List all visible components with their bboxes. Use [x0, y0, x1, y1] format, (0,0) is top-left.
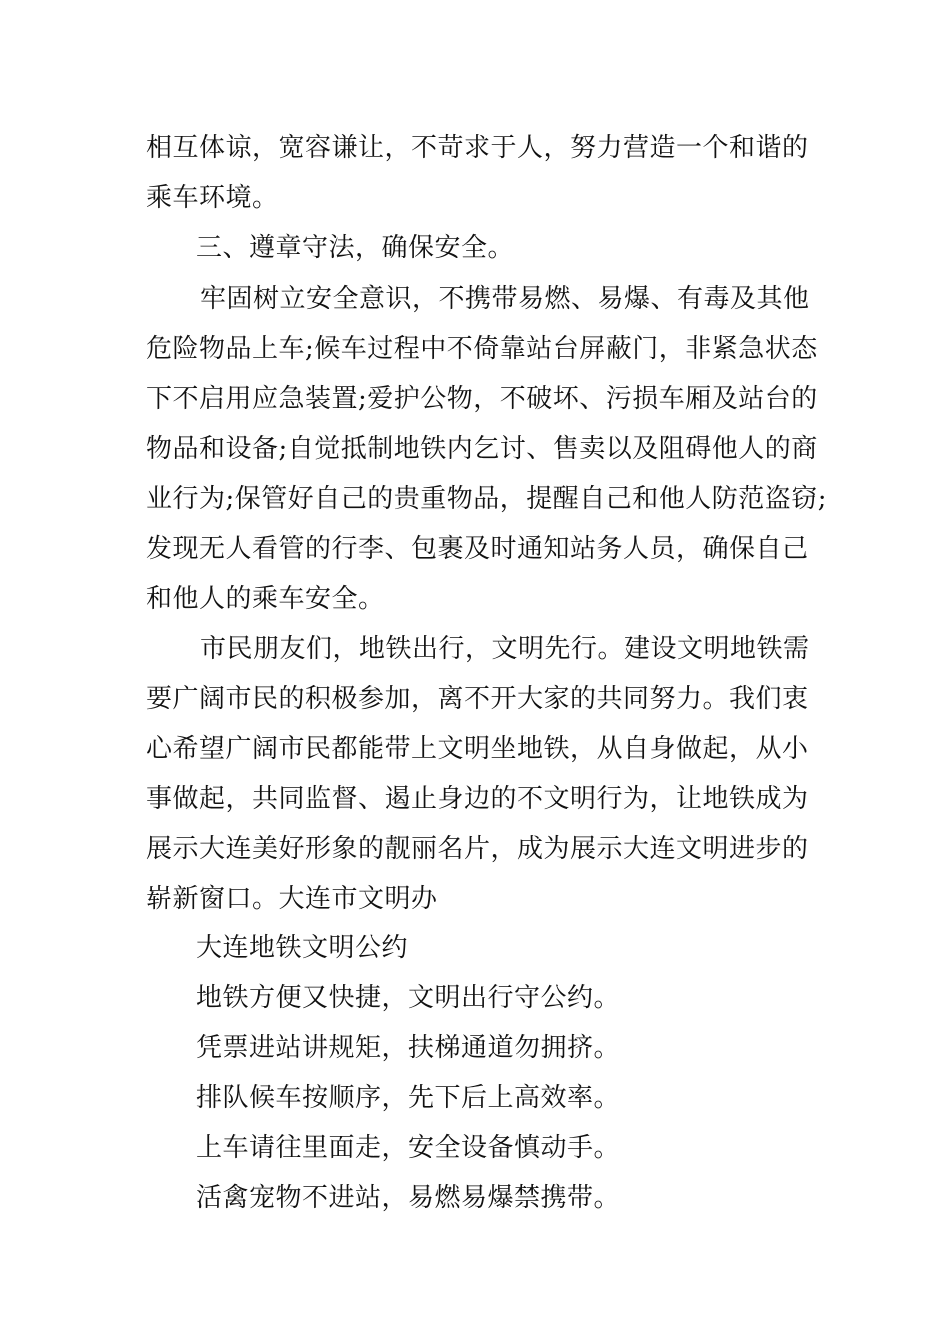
text-line: 崭新窗口。大连市文明办: [146, 884, 438, 914]
text-line: 下不启用应急装置;爱护公物，不破坏、污损车厢及站台的: [146, 384, 818, 414]
section-heading: 三、遵章守法，确保安全。: [196, 233, 515, 263]
text-line: 牢固树立安全意识，不携带易燃、易爆、有毒及其他: [200, 284, 810, 314]
convention-line: 活禽宠物不进站，易燃易爆禁携带。: [196, 1183, 621, 1213]
text-line: 物品和设备;自觉抵制地铁内乞讨、售卖以及阻碍他人的商: [146, 434, 818, 464]
text-line: 业行为;保管好自己的贵重物品，提醒自己和他人防范盗窃;: [146, 484, 828, 514]
convention-line: 凭票进站讲规矩，扶梯通道勿拥挤。: [196, 1033, 621, 1063]
text-line: 事做起，共同监督、遏止身边的不文明行为，让地铁成为: [146, 784, 809, 814]
text-line: 危险物品上车;候车过程中不倚靠站台屏蔽门，非紧急状态: [146, 334, 818, 364]
text-line: 市民朋友们，地铁出行，文明先行。建设文明地铁需: [200, 634, 810, 664]
text-line: 展示大连美好形象的靓丽名片，成为展示大连文明进步的: [146, 834, 809, 864]
text-line: 相互体谅，宽容谦让，不苛求于人，努力营造一个和谐的: [146, 133, 809, 163]
text-line: 和他人的乘车安全。: [146, 584, 385, 614]
text-line: 乘车环境。: [146, 183, 279, 213]
convention-line: 上车请往里面走，安全设备慎动手。: [196, 1133, 621, 1163]
convention-line: 排队候车按顺序，先下后上高效率。: [196, 1083, 621, 1113]
text-line: 发现无人看管的行李、包裹及时通知站务人员，确保自己: [146, 534, 809, 564]
text-line: 心希望广阔市民都能带上文明坐地铁，从自身做起，从小: [146, 734, 809, 764]
convention-line: 地铁方便又快捷，文明出行守公约。: [196, 983, 621, 1013]
text-line: 要广阔市民的积极参加，离不开大家的共同努力。我们衷: [146, 684, 809, 714]
convention-title: 大连地铁文明公约: [196, 933, 409, 963]
